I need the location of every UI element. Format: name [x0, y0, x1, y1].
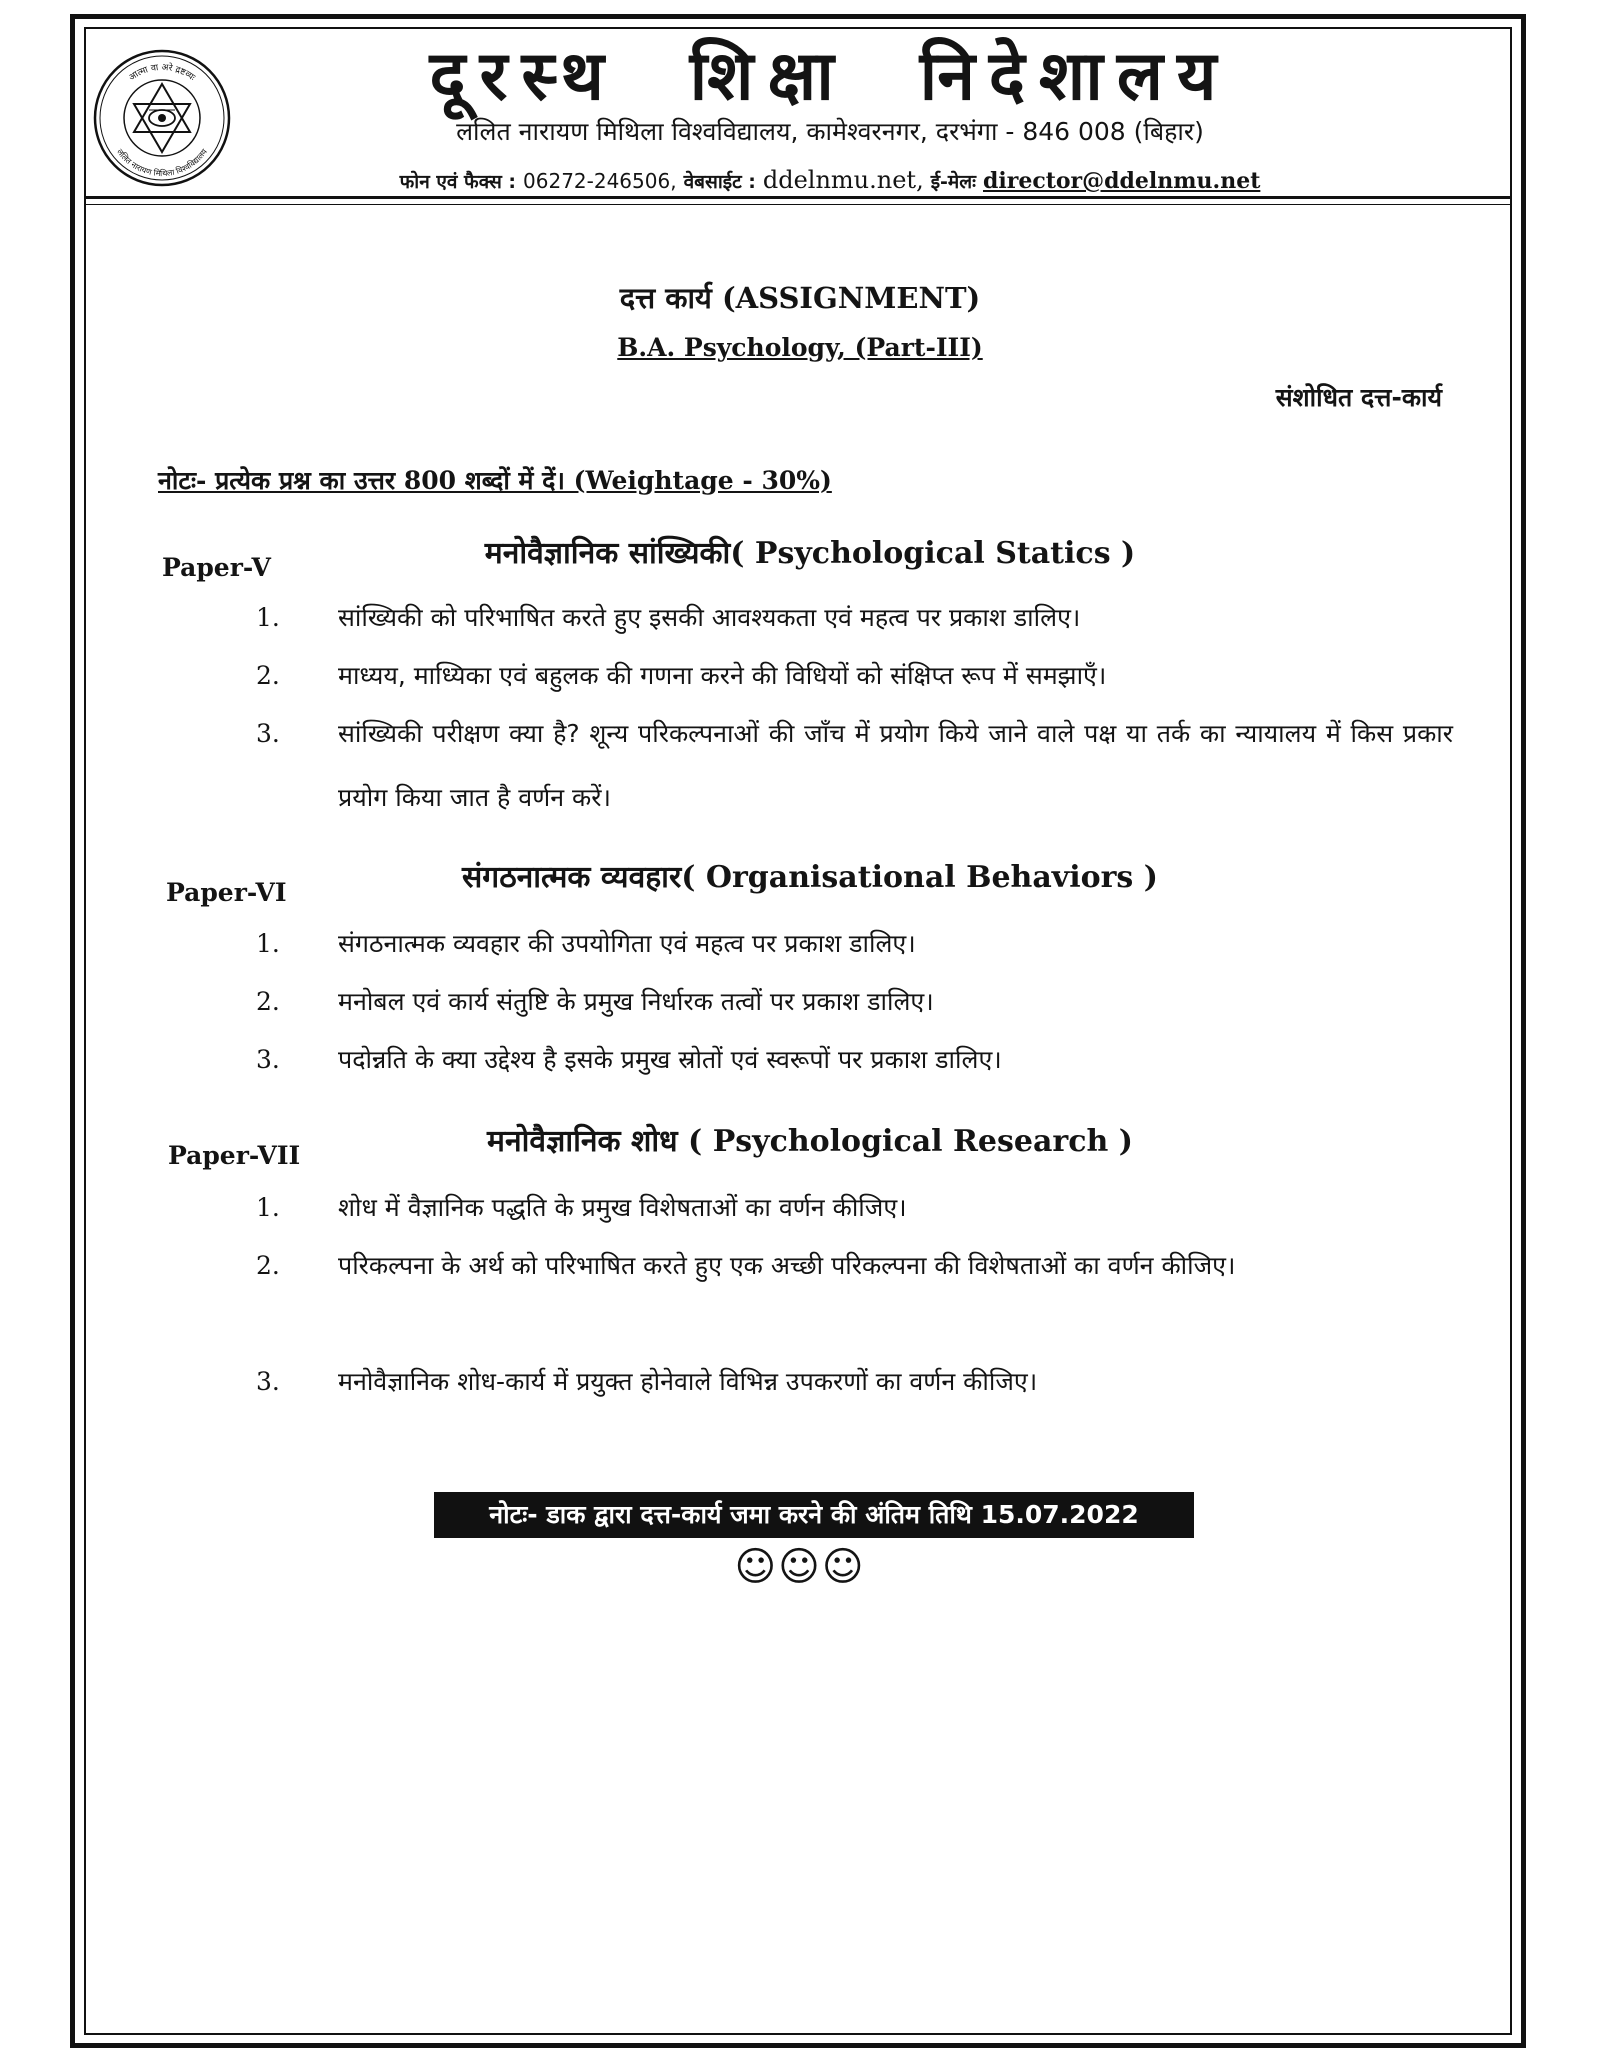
phone-number: 06272-246506,: [523, 169, 677, 193]
smiley-icon: ☺☺☺: [734, 1544, 866, 1590]
document-subheading: B.A. Psychology, (Part-III): [617, 333, 983, 362]
question-text: परिकल्पना के अर्थ को परिभाषित करते हुए एक अच्छी परिकल्पना की विशेषताओं का वर्णन कीजिए।: [338, 1251, 1236, 1280]
question-text: संगठनात्मक व्यवहार की उपयोगिता एवं महत्व पर प्रकाश डालिए।: [338, 929, 916, 958]
phone-label: फोन एवं फैक्स :: [399, 171, 517, 193]
question-number: 3.: [256, 1045, 280, 1074]
header-divider-thin: [84, 204, 1512, 205]
revised-label: संशोधित दत्त-कार्य: [1275, 383, 1442, 412]
question-number: 1.: [256, 929, 280, 958]
website-label: वेबसाईट :: [683, 171, 756, 193]
question-text: मनोवैज्ञानिक शोध-कार्य में प्रयुक्त होनेवाले विभिन्न उपकरणों का वर्णन कीजिए।: [338, 1367, 1038, 1396]
website-link[interactable]: ddelnmu.net,: [762, 166, 924, 194]
paper-title: मनोवैज्ञानिक सांख्यिकी( Psychological Statics ): [484, 536, 1136, 571]
question-text: सांख्यिकी परीक्षण क्या है? शून्य परिकल्पनाओं की जाँच में प्रयोग किये जाने वाले पक्ष या तर्क का न्यायालय में किस प्रकार प्रयोग किया जात है वर्णन करें।: [338, 719, 1453, 812]
word-limit-note: नोटः- प्रत्येक प्रश्न का उत्तर 800 शब्दों में दें। (Weightage - 30%): [158, 466, 832, 495]
university-seal-icon: [92, 48, 232, 188]
svg-text:आत्मा वा अरे द्रष्टव्यः: आत्मा वा अरे द्रष्टव्यः: [127, 62, 197, 84]
question-number: 2.: [256, 987, 280, 1016]
question-text: माध्यय, माध्यिका एवं बहुलक की गणना करने की विधियों को संक्षिप्त रूप में समझाएँ।: [338, 661, 1107, 690]
question-text: मनोबल एवं कार्य संतुष्टि के प्रमुख निर्धारक तत्वों पर प्रकाश डालिए।: [338, 987, 934, 1016]
question-text: शोध में वैज्ञानिक पद्धति के प्रमुख विशेषताओं का वर्णन कीजिए।: [338, 1193, 907, 1222]
question-number: 3.: [256, 1367, 280, 1396]
question-number: 3.: [256, 719, 280, 748]
question-number: 1.: [256, 603, 280, 632]
org-title: दूरस्थ शिक्षा निदेशालय: [429, 37, 1231, 116]
paper-title: संगठनात्मक व्यवहार( Organisational Behaviors ): [462, 860, 1158, 895]
paper-label: Paper-VII: [168, 1141, 301, 1170]
email-link[interactable]: director@ddelnmu.net: [983, 168, 1261, 194]
question-text: पदोन्नति के क्या उद्देश्य है इसके प्रमुख स्रोतों एवं स्वरूपों पर प्रकाश डालिए।: [338, 1045, 1002, 1074]
svg-text:ललित नारायण मिथिला विश्वविद्या: ललित नारायण मिथिला विश्वविद्यालय: [115, 147, 209, 179]
paper-label: Paper-VI: [166, 878, 287, 907]
email-label: ई-मेलः: [930, 171, 976, 193]
question-text: सांख्यिकी को परिभाषित करते हुए इसकी आवश्यकता एवं महत्व पर प्रकाश डालिए।: [338, 603, 1081, 632]
question-number: 2.: [256, 1251, 280, 1280]
question-number: 1.: [256, 1193, 280, 1222]
deadline-note: नोटः- डाक द्वारा दत्त-कार्य जमा करने की अंतिम तिथि 15.07.2022: [434, 1492, 1194, 1538]
university-address: ललित नारायण मिथिला विश्वविद्यालय, कामेश्वरनगर, दरभंगा - 846 008 (बिहार): [456, 117, 1204, 146]
question-number: 2.: [256, 661, 280, 690]
document-heading: दत्त कार्य (ASSIGNMENT): [619, 281, 981, 315]
paper-label: Paper-V: [162, 553, 271, 582]
paper-title: मनोवैज्ञानिक शोध ( Psychological Research ): [487, 1124, 1133, 1159]
contact-line: [255, 164, 1405, 198]
